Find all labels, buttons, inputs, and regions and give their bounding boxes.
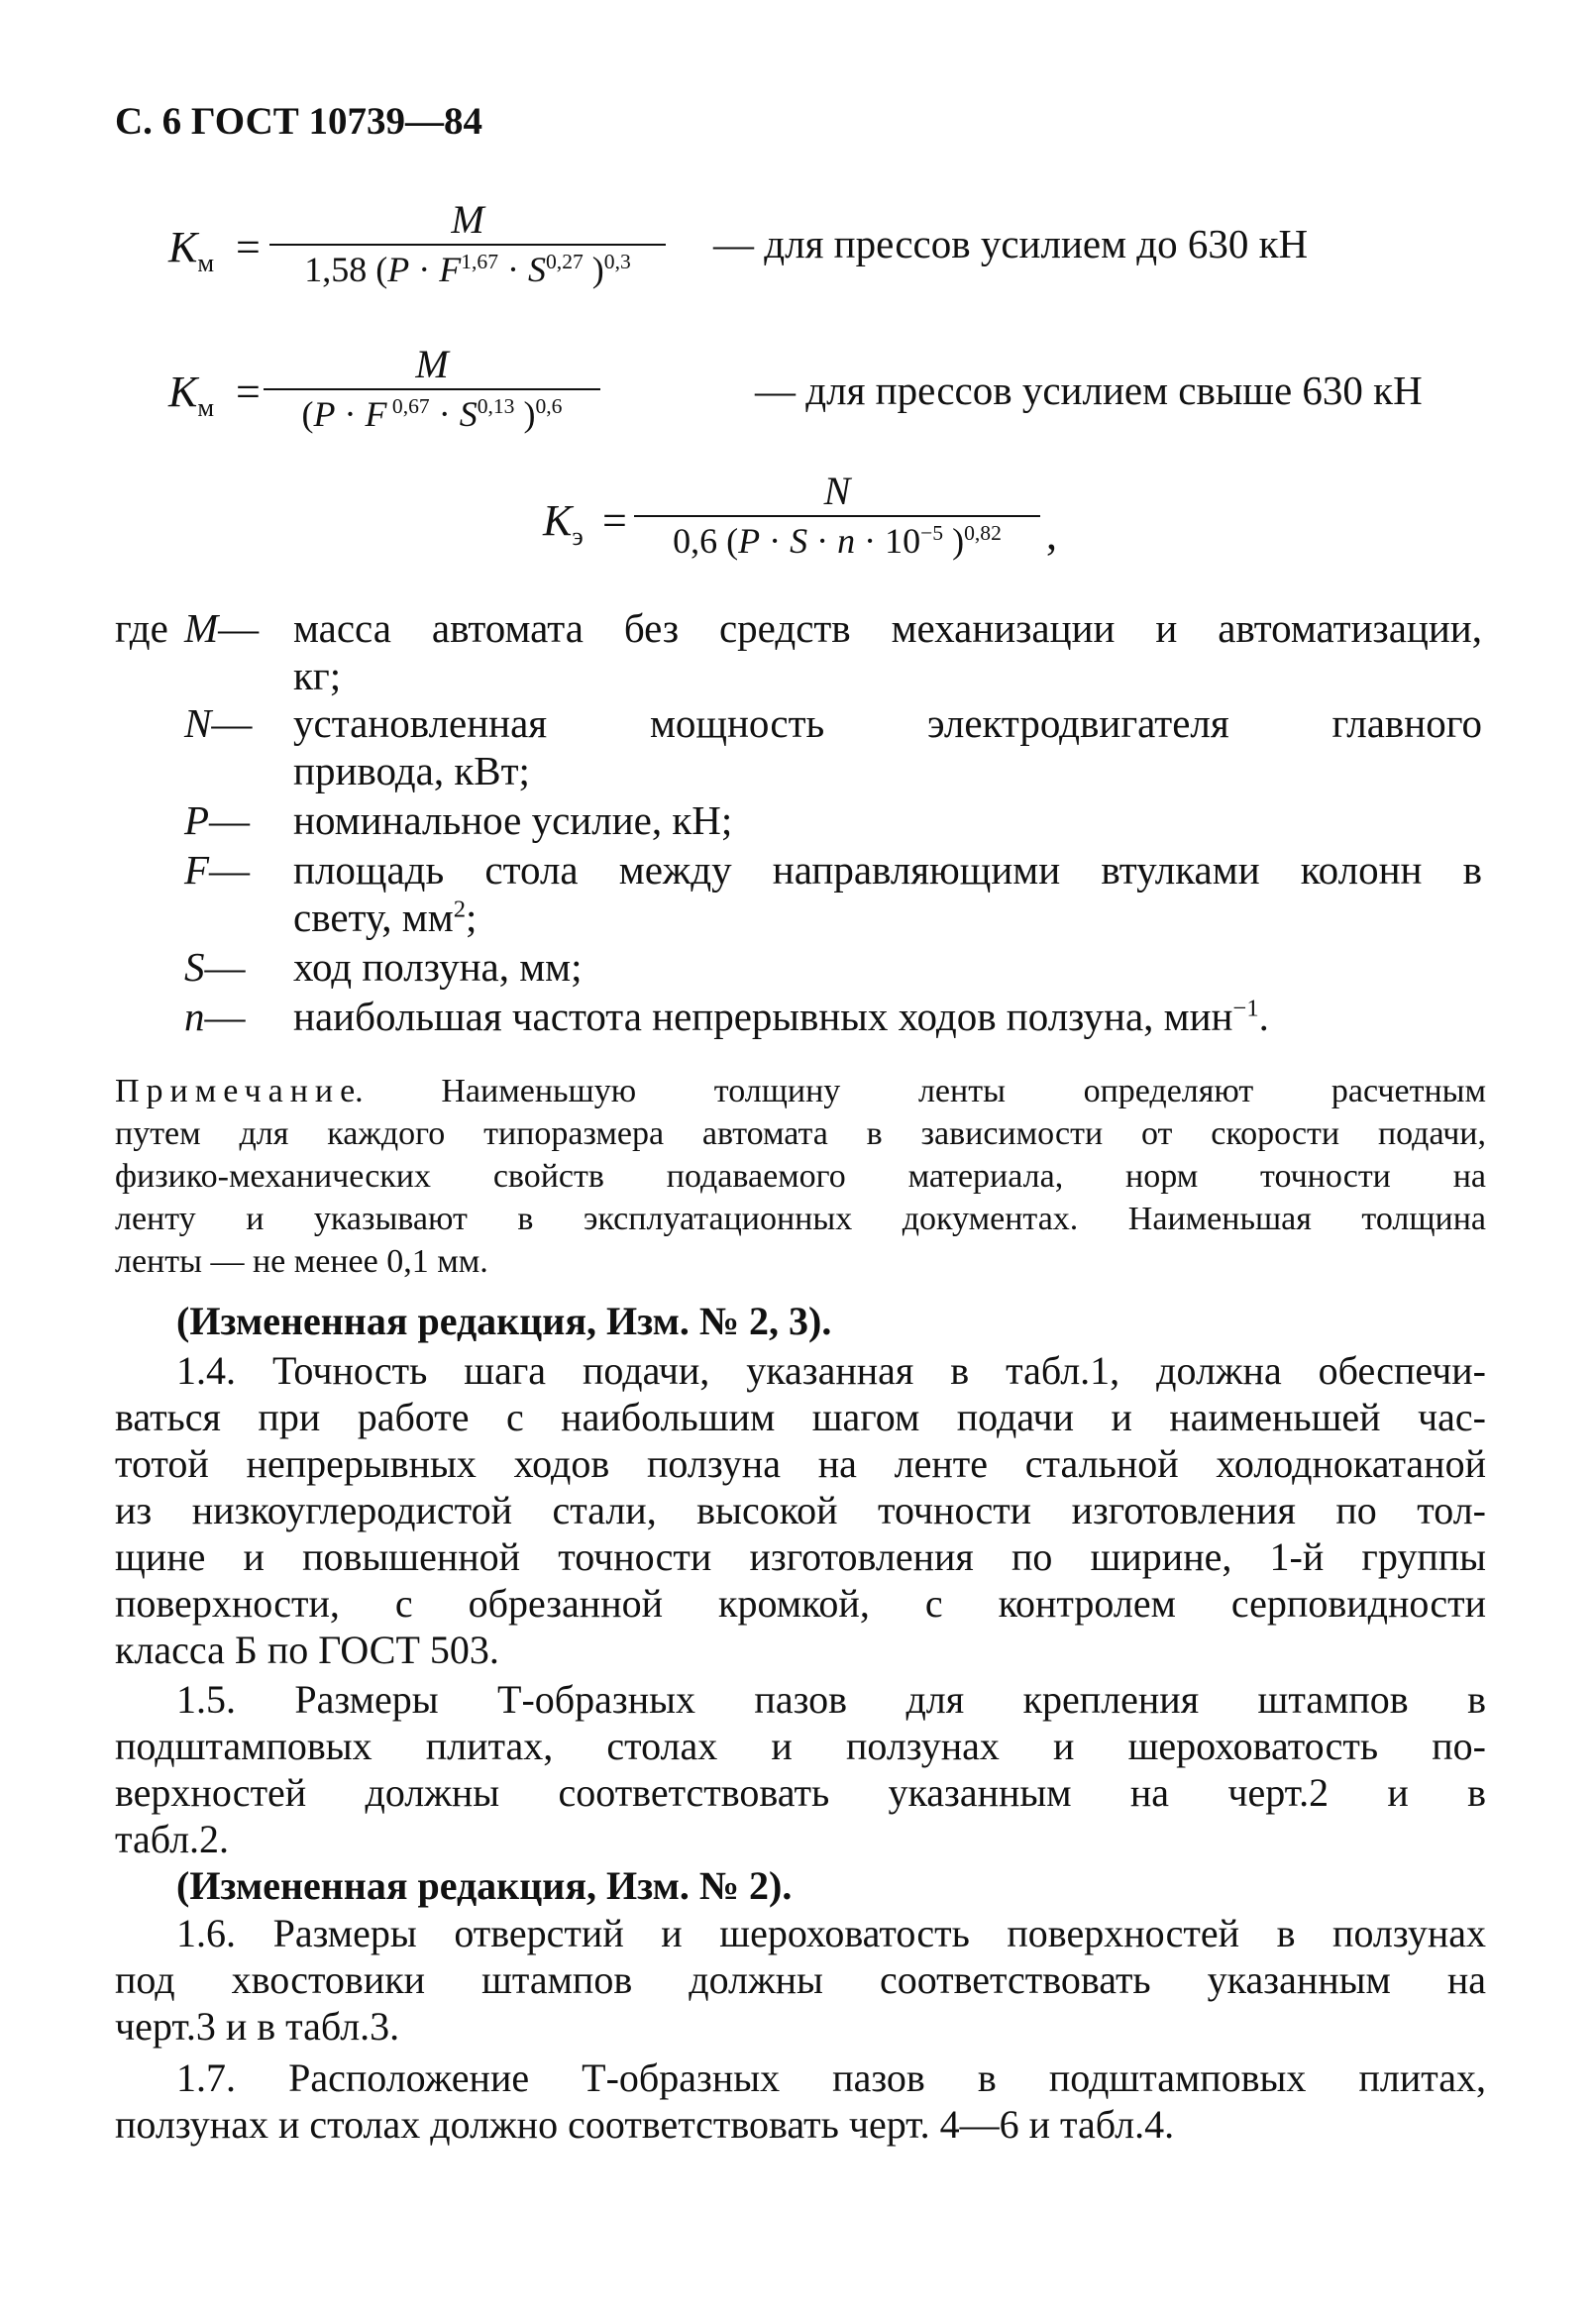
formula-ke-subscript: э [572, 520, 584, 551]
formula-km2-fraction-bar [264, 388, 600, 390]
formula-km1-condition: — для прессов усилием до 630 кН [713, 221, 1309, 266]
where-item-N-symbol: N— [184, 700, 253, 746]
where-prefix: где [115, 605, 168, 651]
formula-km2-symbol: K [168, 368, 198, 416]
formula-ke-trailing-comma: , [1046, 510, 1057, 559]
where-item-n-symbol: n— [184, 994, 246, 1039]
formula-km2-condition: — для прессов усилием свыше 630 кН [755, 368, 1423, 413]
where-item-F-symbol: F— [184, 847, 251, 893]
formula-km1-denominator: 1,58 (P · F$^{1,67}$ · S$^{0,27}$ )$^{0,3}$ [304, 250, 631, 289]
note-label: Примечани [115, 1073, 341, 1109]
where-item-N-desc: установленная мощность электродвигателя главного привода, кВт; [293, 700, 1482, 793]
where-item-M-symbol: M— [184, 605, 260, 651]
where-item-P-symbol: P— [184, 797, 251, 843]
clause-1-4: 1.4. Точность шага подачи, указанная в табл.1, должна обеспечи- ваться при работе с наибольшим шагом подачи и наименьшей час- тотой непрерывных ходов ползуна на ленте стальной холоднокатаной из низкоуглеродистой стали, высокой точности изготовления по тол- щине и повышенной точности изготовления по ширине, 1-й группы поверхности, с обрезанной кромкой, с контролем серповидности класса Б по ГОСТ 503. [115, 1348, 1486, 1672]
where-item-P-desc: номинальное усилие, кН; [293, 797, 733, 843]
formula-km2-denominator: (P · F $^{0,67}$ · S$^{0,13}$ )$^{0,6}$ [301, 394, 563, 434]
note-paragraph: Примечание. Наименьшую толщину ленты определяют расчетным путем для каждого типоразмера автомата в зависимости от скорости подачи, физико-механических свойств подаваемого материала, норм точности на ленту и указывают в эксплуатационных документах. Наименьшая толщина ленты — не менее 0,1 мм. [115, 1073, 1487, 1280]
formula-ke-denominator: 0,6 ($P \cdot S \cdot n \cdot 10^{-5}$ )$^{0,82}$ [673, 521, 1002, 561]
formula-km1-fraction [269, 198, 666, 291]
where-item-F-desc: площадь стола между направляющими втулками колонн в свету, $мм^2$; [293, 847, 1482, 940]
formula-km1-equals: = [236, 223, 261, 271]
where-item-M-desc: масса автомата без средств механизации и автоматизации, кг; [293, 605, 1482, 698]
where-item-n-desc: наибольшая частота непрерывных ходов ползуна, мин$^{-1}$. [293, 994, 1269, 1039]
amendment-note-1: (Измененная редакция, Изм. № 2, 3). [176, 1299, 832, 1343]
where-item-S-symbol: S— [184, 944, 246, 990]
formula-km2-equals: = [236, 368, 261, 416]
formula-km2-numerator: M [415, 342, 449, 386]
formula-km1-symbol: K [168, 223, 198, 271]
clause-1-7: 1.7. Расположение Т-образных пазов в подштамповых плитах, ползунах и столах должно соответствовать черт. 4—6 и табл.4. [115, 2055, 1486, 2147]
formula-km1-lhs [168, 222, 215, 277]
formula-km1-numerator: M [451, 197, 484, 242]
formula-ke-symbol: K [543, 496, 573, 545]
formula-km2-fraction [264, 343, 600, 436]
formula-ke-equals: = [602, 496, 627, 545]
formula-ke-fraction [634, 470, 1040, 563]
where-item-S-desc: ход ползуна, мм; [293, 944, 583, 990]
formula-km2-lhs [168, 367, 215, 422]
clause-1-5: 1.5. Размеры Т-образных пазов для крепления штампов в подштамповых плитах, столах и ползунах и шероховатость по- верхностей должны соответствовать указанным на черт.2 и в табл.2. [115, 1677, 1486, 1861]
formula-ke-numerator: N [823, 469, 851, 513]
formula-km1-subscript: м [197, 247, 215, 277]
formula-ke-fraction-bar [634, 515, 1040, 517]
formula-km2-subscript: м [197, 391, 215, 422]
formula-ke-lhs [543, 495, 584, 551]
page-header: С. 6 ГОСТ 10739—84 [115, 100, 482, 143]
clause-1-6: 1.6. Размеры отверстий и шероховатость поверхностей в ползунах под хвостовики штампов должны соответствовать указанным на черт.3 и в табл.3. [115, 1911, 1486, 2049]
formula-km1-fraction-bar [269, 244, 666, 246]
amendment-note-2: (Измененная редакция, Изм. № 2). [176, 1863, 793, 1908]
